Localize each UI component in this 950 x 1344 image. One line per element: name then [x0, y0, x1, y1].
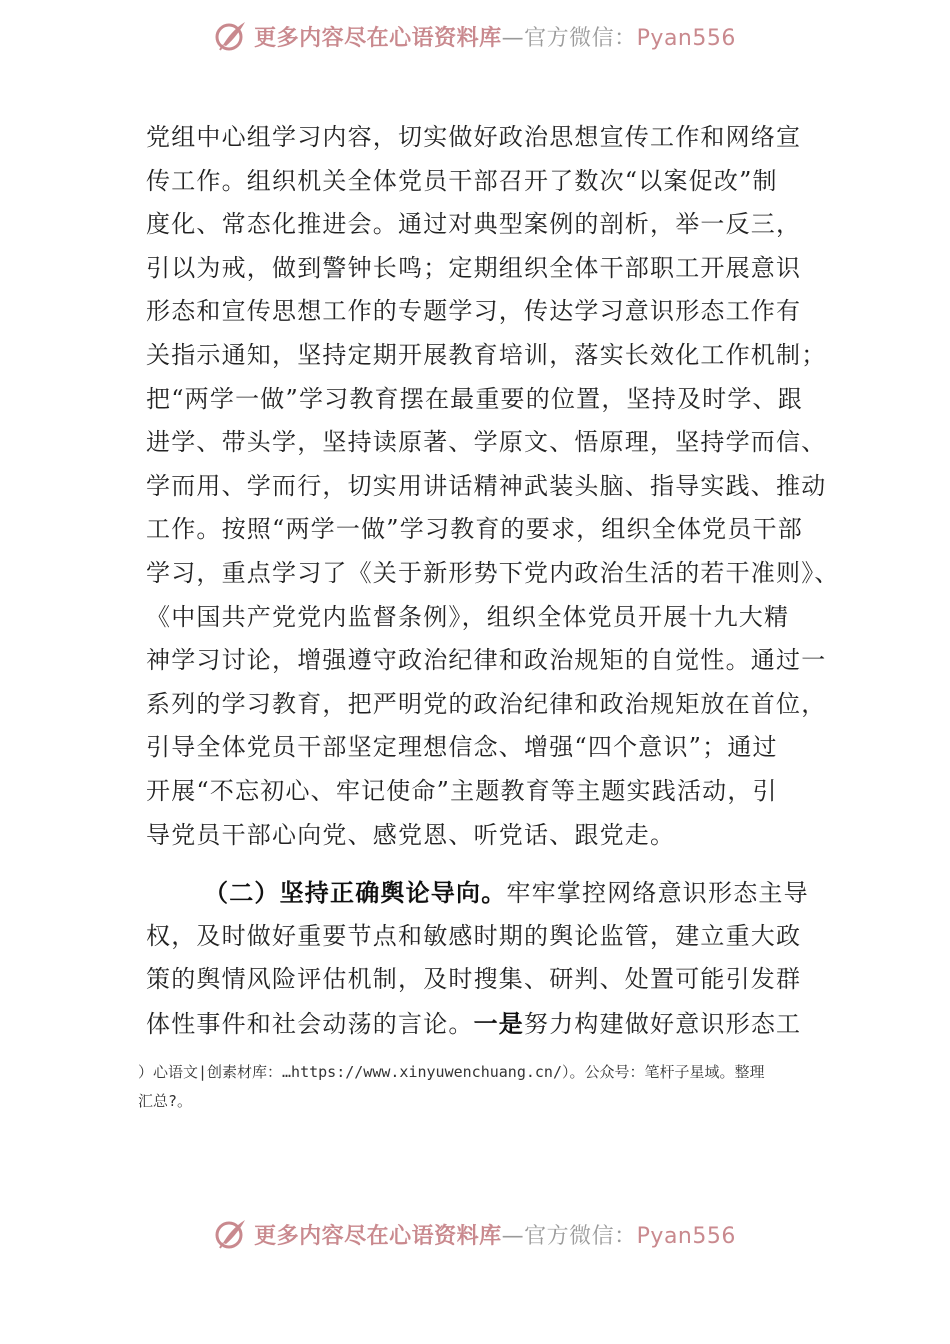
text-line — [146, 1002, 826, 1046]
text-line: 开展“不忘初心、牢记使命”主题教育等主题实践活动，引 — [146, 776, 778, 805]
quill-logo-icon — [214, 19, 248, 53]
text-line: 传工作。组织机关全体党员干部召开了数次“以案促改”制 — [146, 166, 778, 195]
section-heading: （二）坚持正确舆论导向。 — [204, 878, 507, 908]
bold-marker: 一是 — [473, 1008, 525, 1038]
footnote-line: 汇总?。 — [138, 1092, 193, 1110]
text-line: 《中国共产党党内监督条例》，组织全体党员开展十九大精 — [146, 602, 790, 631]
text-line: 学习，重点学习了《关于新形势下党内政治生活的若干准则》、 — [146, 558, 840, 587]
text-line: 把“两学一做”学习教育摆在最重要的位置，坚持及时学、跟 — [146, 384, 803, 413]
banner-wechat-id: Pyan556 — [636, 25, 736, 51]
text-line: 工作。按照“两学一做”学习教育的要求，组织全体党员干部 — [146, 515, 803, 544]
text-line: 神学习讨论，增强遵守政治纪律和政治规矩的自觉性。通过一 — [146, 646, 827, 675]
text-line: 关指示通知，坚持定期开展教育培训，落实长效化工作机制； — [146, 340, 827, 369]
text-line: 引导全体党员干部坚定理想信念、增强“四个意识”；通过 — [146, 733, 778, 762]
banner-library-text: 更多内容尽在心语资料库 — [254, 1223, 502, 1249]
footnote-line: ）心语文|创素材库：…https://www.xinyuwenchuang.cn/）。公众号：笔杆子星域。整理 — [138, 1063, 765, 1081]
footer-watermark-banner — [0, 1212, 950, 1256]
banner-wechat-label: —官方微信： — [501, 25, 637, 51]
document-body — [146, 116, 840, 1045]
source-footnote — [138, 1058, 838, 1116]
text-line: 导党员干部心向党、感党恩、听党话、跟党走。 — [146, 820, 676, 849]
text-line: 权，及时做好重要节点和敏感时期的舆论监管，建立重大政 — [146, 921, 802, 950]
text-line: 系列的学习教育，把严明党的政治纪律和政治规矩放在首位， — [146, 689, 827, 718]
text-line: 形态和宣传思想工作的专题学习，传达学习意识形态工作有 — [146, 297, 802, 326]
text-line: 度化、常态化推进会。通过对典型案例的剖析，举一反三， — [146, 210, 802, 239]
text-line: 党组中心组学习内容，切实做好政治思想宣传工作和网络宣 — [146, 123, 802, 151]
banner-wechat-id: Pyan556 — [636, 1223, 736, 1249]
paragraph-2 — [146, 871, 826, 1045]
text-line — [146, 871, 826, 915]
text-line: 进学、带头学，坚持读原著、学原文、悟原理，坚持学而信、 — [146, 428, 827, 457]
banner-library-text: 更多内容尽在心语资料库 — [254, 25, 502, 51]
text-line: 学而用、学而行，切实用讲话精神武装头脑、指导实践、推动 — [146, 471, 827, 500]
text-run: 体性事件和社会动荡的言论。 — [146, 1009, 474, 1038]
banner-wechat-label: —官方微信： — [501, 1223, 637, 1249]
text-run: 牢牢掌控网络意识形态主导 — [506, 879, 809, 908]
text-run: 努力构建做好意识形态工 — [524, 1009, 802, 1038]
header-watermark-banner — [0, 14, 950, 58]
text-line: 引以为戒，做到警钟长鸣；定期组织全体干部职工开展意识 — [146, 253, 802, 282]
quill-logo-icon — [214, 1217, 248, 1251]
text-line: 策的舆情风险评估机制，及时搜集、研判、处置可能引发群 — [146, 965, 802, 994]
paragraph-1 — [146, 116, 840, 857]
